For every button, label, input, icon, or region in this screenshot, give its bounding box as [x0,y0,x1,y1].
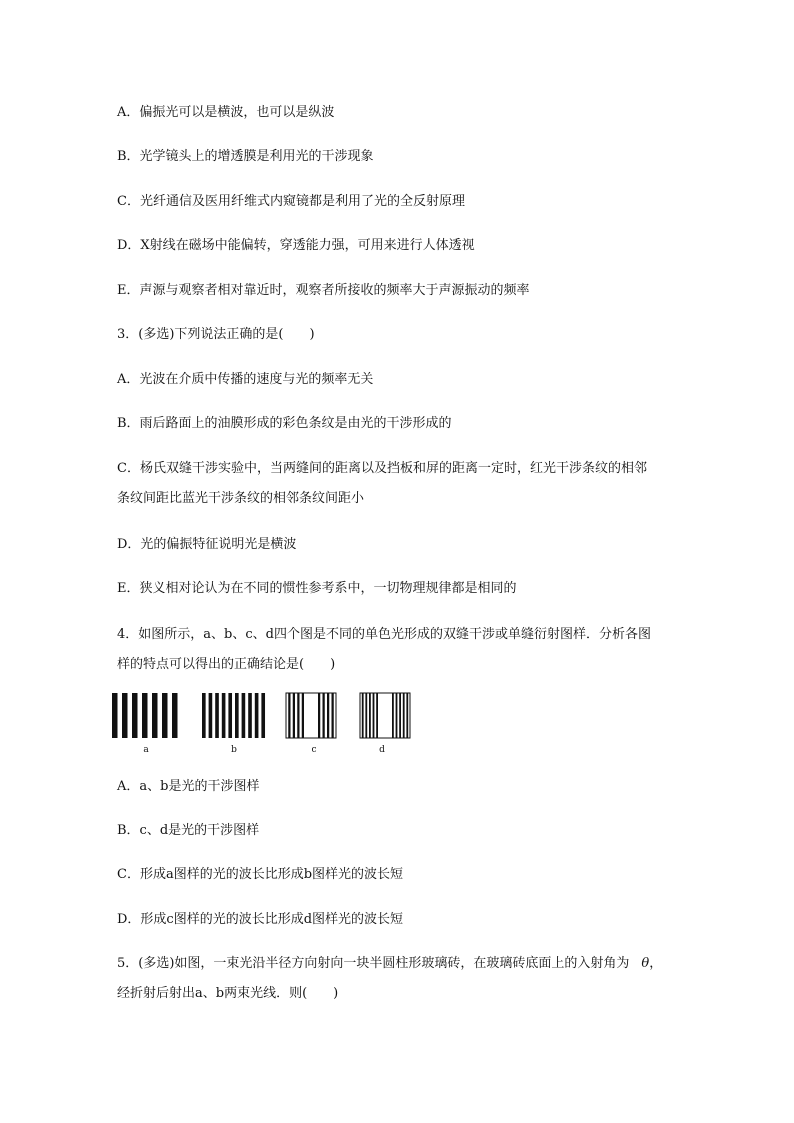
fringe-bar [235,693,239,738]
pattern-frame [360,693,410,738]
pattern-c [286,693,336,738]
pattern-d [360,693,410,738]
fringe-bar [396,693,398,738]
line-q2-c: C．光纤通信及医用纤维式内窥镜都是利用了光的全反射原理 [117,194,465,209]
pattern-b [202,693,265,738]
fringe-bar [152,693,158,738]
fringe-bar [122,693,128,738]
fringe-bar [318,693,320,738]
pattern-label-c: c [311,745,317,755]
fringe-bar [369,693,371,738]
fringe-bar [406,693,408,738]
fringe-bar [202,693,206,738]
fringe-bar [323,693,325,738]
fringe-bar [327,693,329,738]
line-q4-b: B．c、d是光的干涉图样 [117,823,260,838]
line-q2-b: B．光学镜头上的增透膜是利用光的干涉现象 [117,149,374,164]
theta-symbol: θ [641,956,650,971]
fringe-bar [209,693,213,738]
fringe-bar [376,693,378,738]
question-5-text: 5．(多选)如图，一束光沿半径方向射向一块半圆柱形玻璃砖，在玻璃砖底面上的入射角为 [117,956,630,971]
fringe-patterns-figure [110,690,420,760]
line-q2-a: A．偏振光可以是横波，也可以是纵波 [117,105,335,120]
fringe-patterns-svg [110,690,420,760]
fringe-bar [365,693,367,738]
fringe-bar [362,693,364,738]
fringe-bar [162,693,168,738]
line-q2-d: D．X射线在磁场中能偏转，穿透能力强，可用来进行人体透视 [117,238,475,253]
fringe-bar [228,693,232,738]
question-5-stem-2: 经折射后射出a、b两束光线．则( ) [117,986,339,1001]
pattern-label-b: b [231,745,237,755]
pattern-label-d: d [379,745,385,755]
pattern-label-a: a [143,745,149,755]
fringe-bar [293,693,295,738]
pattern-a [112,693,178,738]
fringe-bar [142,693,148,738]
question-5-stem-1 [117,955,662,973]
fringe-bar [297,693,299,738]
line-q4-a: A．a、b是光的干涉图样 [117,779,260,794]
line-q3-b: B．雨后路面上的油膜形成的彩色条纹是由光的干涉形成的 [117,416,452,431]
fringe-bar [242,693,246,738]
theta-suffix: ， [649,956,663,971]
fringe-bar [215,693,219,738]
fringe-bar [112,693,118,738]
fringe-bar [255,693,259,738]
fringe-bar [248,693,252,738]
line-q2-e: E．声源与观察者相对靠近时，观察者所接收的频率大于声源振动的频率 [117,283,530,298]
fringe-bar [399,693,401,738]
fringe-bar [332,693,334,738]
line-q3-c-2: 条纹间距比蓝光干涉条纹的相邻条纹间距小 [117,491,365,506]
fringe-bar [288,693,290,738]
question-4-stem-1: 4．如图所示，a、b、c、d四个图是不同的单色光形成的双缝干涉或单缝衍射图样．分析各图 [117,627,651,642]
fringe-bar [302,693,304,738]
fringe-bar [403,693,405,738]
question-3-stem: 3．(多选)下列说法正确的是( ) [117,327,315,342]
line-q3-e: E．狭义相对论认为在不同的惯性参考系中，一切物理规律都是相同的 [117,581,517,596]
fringe-bar [261,693,265,738]
fringe-bar [392,693,394,738]
fringe-bar [132,693,138,738]
line-q3-c-1: C．杨氏双缝干涉实验中，当两缝间的距离以及挡板和屏的距离一定时，红光干涉条纹的相邻 [117,461,647,476]
question-4-stem-2: 样的特点可以得出的正确结论是( ) [117,657,336,672]
fringe-bar [222,693,226,738]
line-q3-a: A．光波在介质中传播的速度与光的频率无关 [117,372,374,387]
line-q4-d: D．形成c图样的光的波长比形成d图样光的波长短 [117,912,404,927]
fringe-bar [373,693,375,738]
fringe-bar [172,693,178,738]
line-q4-c: C．形成a图样的光的波长比形成b图样光的波长短 [117,867,404,882]
line-q3-d: D．光的偏振特征说明光是横波 [117,537,297,552]
